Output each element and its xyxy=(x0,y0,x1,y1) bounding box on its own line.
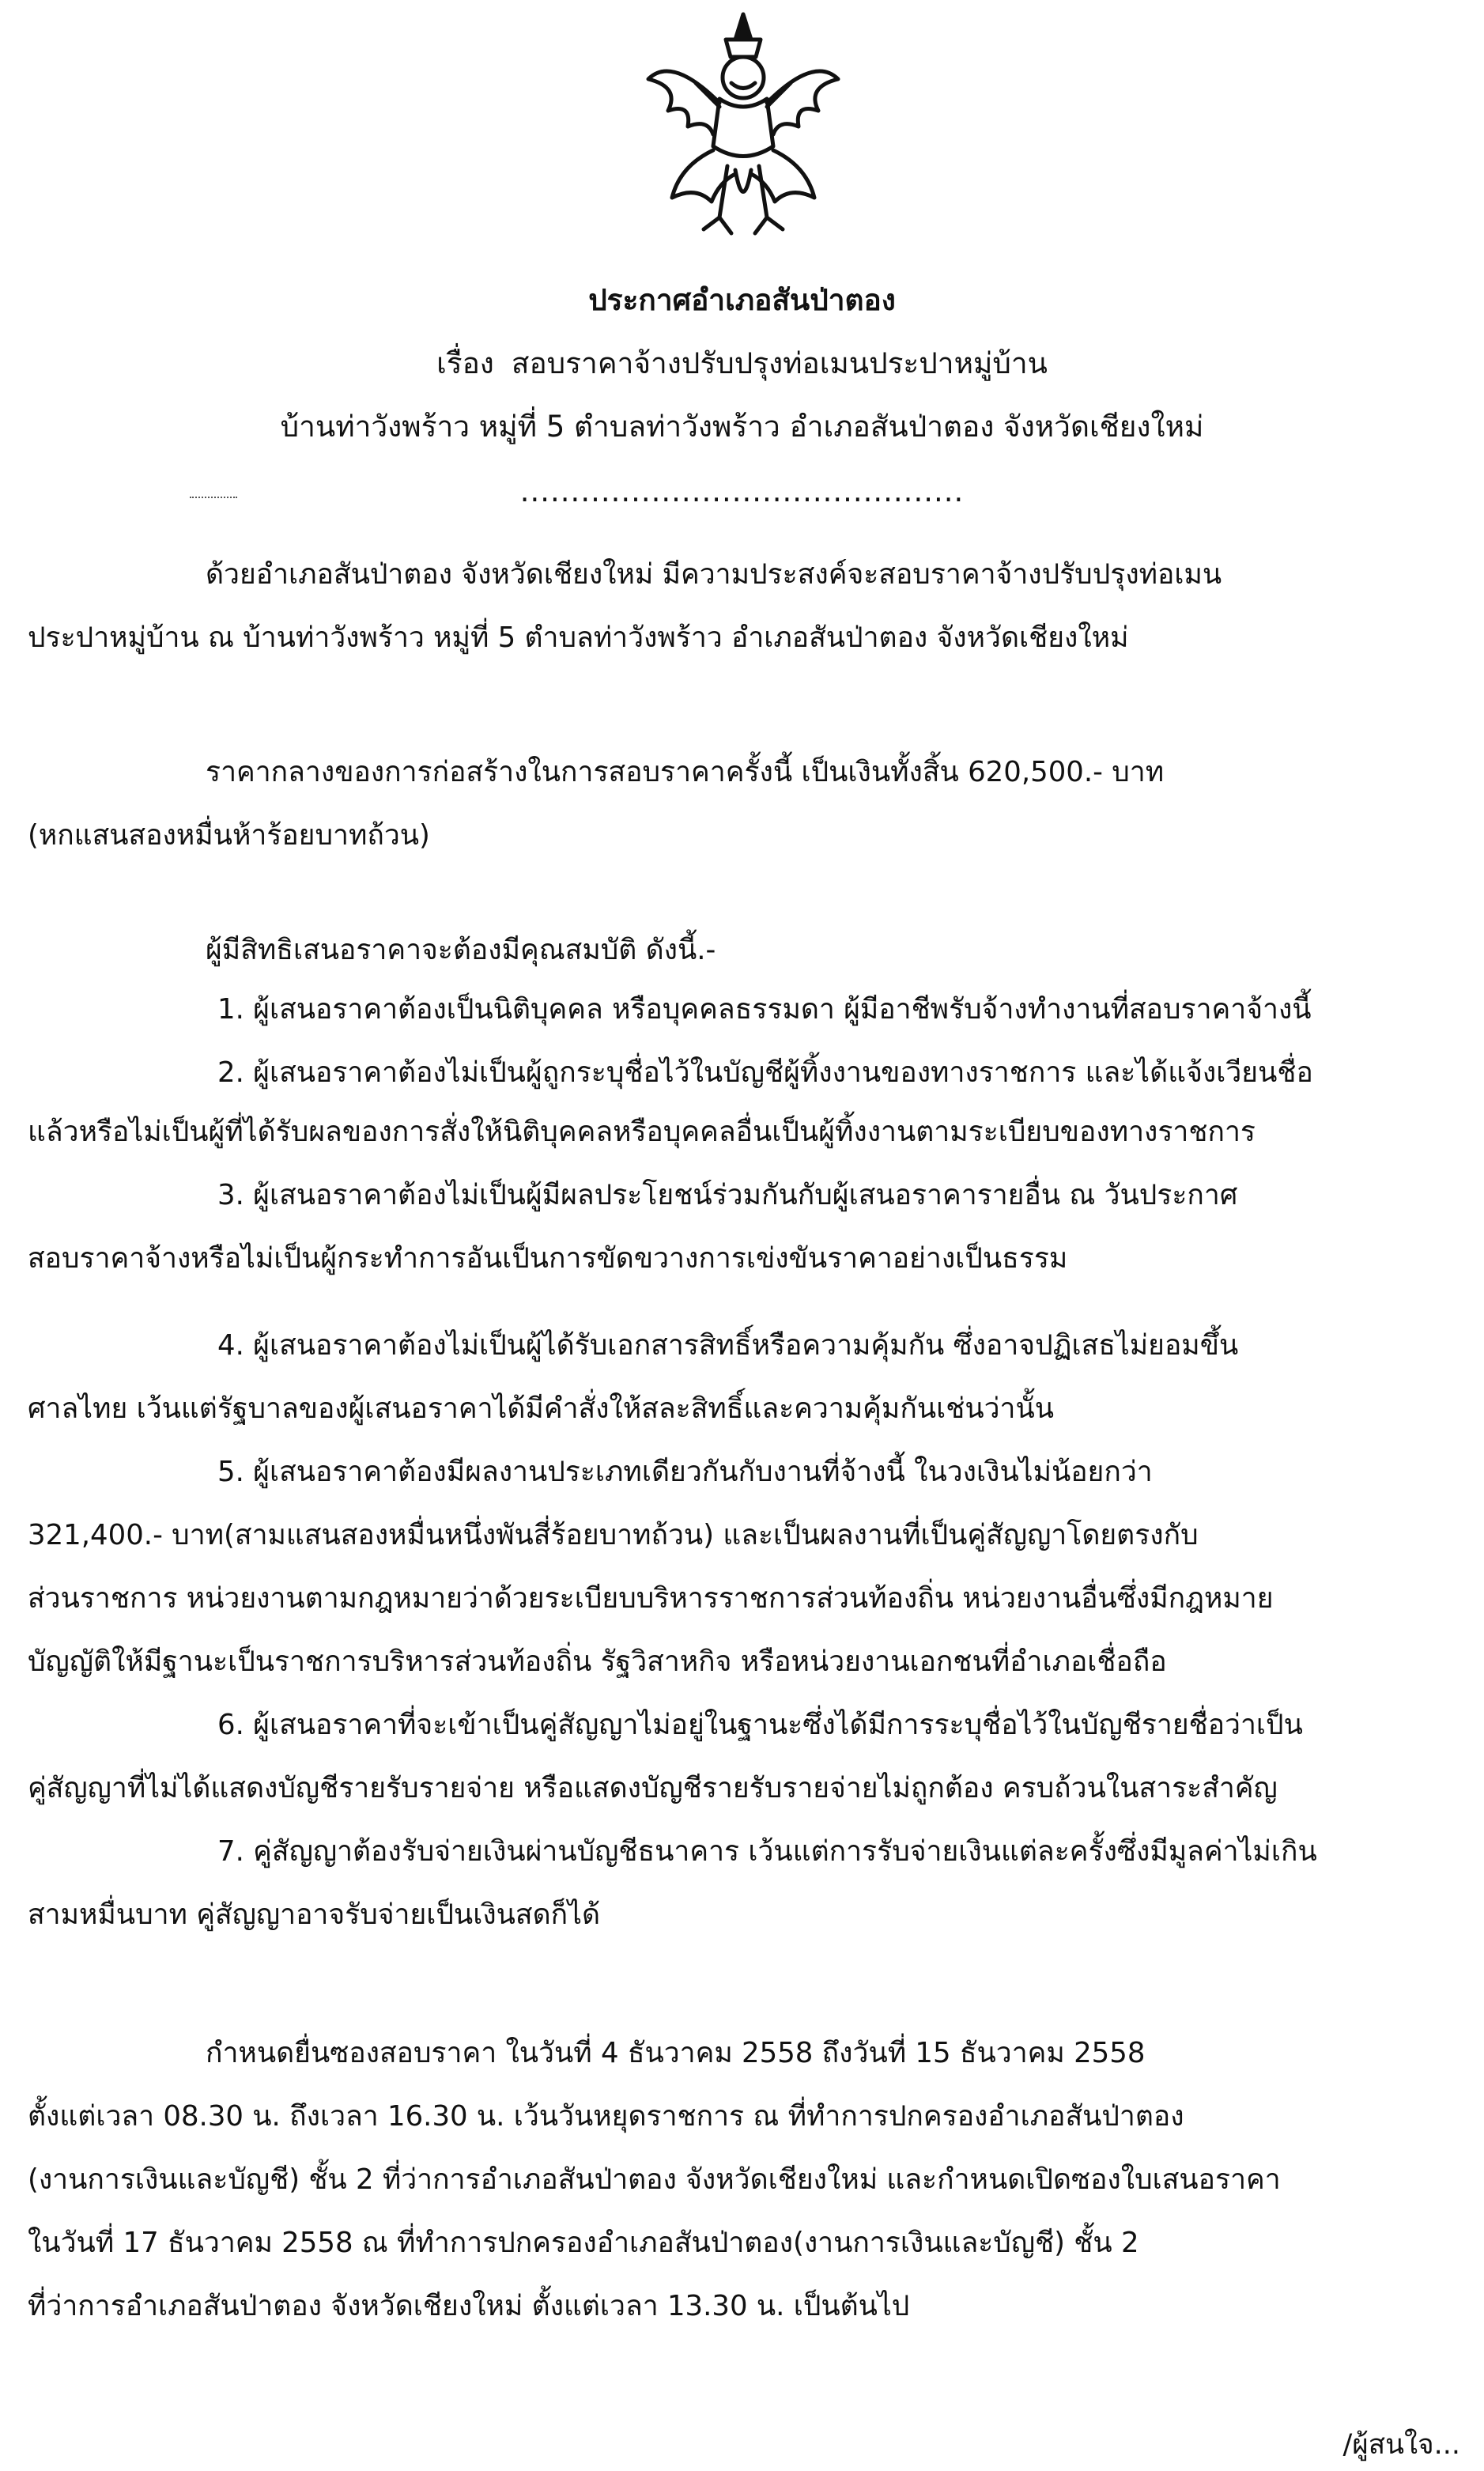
qualification-item-cont: คู่สัญญาที่ไม่ได้แสดงบัญชีรายรับรายจ่าย หรือแสดงบัญชีรายรับรายจ่ายไม่ถูกต้อง ครบถ้วนในสาระสำคัญ xyxy=(28,1772,1278,1804)
qualification-item: 7. คู่สัญญาต้องรับจ่ายเงินผ่านบัญชีธนาคาร เว้นแต่การรับจ่ายเงินแต่ละครั้งซึ่งมีมูลค่าไม่เกิน xyxy=(217,1835,1317,1868)
qualification-item: 3. ผู้เสนอราคาต้องไม่เป็นผู้มีผลประโยชน์ร่วมกันกับผู้เสนอราคารายอื่น ณ วันประกาศ xyxy=(217,1179,1238,1211)
price-line: ราคากลางของการก่อสร้างในการสอบราคาครั้งนี้ เป็นเงินทั้งสิ้น 620,500.- บาท xyxy=(206,756,1165,788)
title-divider: ............................................ xyxy=(519,474,965,508)
subject-label: เรื่อง xyxy=(436,346,494,380)
schedule-line: ที่ว่าการอำเภอสันป่าตอง จังหวัดเชียงใหม่ ตั้งแต่เวลา 13.30 น. เป็นต้นไป xyxy=(28,2290,910,2322)
qualification-item-cont: แล้วหรือไม่เป็นผู้ที่ได้รับผลของการสั่งให้นิติบุคคลหรือบุคคลอื่นเป็นผู้ทิ้งงานตามระเบียบของทางราชการ xyxy=(28,1116,1256,1148)
schedule-line: ตั้งแต่เวลา 08.30 น. ถึงเวลา 16.30 น. เว้นวันหยุดราชการ ณ ที่ทำการปกครองอำเภอสันป่าตอง xyxy=(28,2100,1184,2133)
qualification-item-cont: 321,400.- บาท(สามแสนสองหมื่นหนึ่งพันสี่ร้อยบาทถ้วน) และเป็นผลงานที่เป็นคู่สัญญาโดยตรงกับ xyxy=(28,1519,1199,1551)
garuda-emblem-icon xyxy=(625,8,862,245)
scan-mark xyxy=(190,497,237,498)
qualification-item: 1. ผู้เสนอราคาต้องเป็นนิติบุคคล หรือบุคคลธรรมดา ผู้มีอาชีพรับจ้างทำงานที่สอบราคาจ้างนี้ xyxy=(217,993,1312,1026)
qualifications-heading: ผู้มีสิทธิเสนอราคาจะต้องมีคุณสมบัติ ดังนี้.- xyxy=(206,934,716,966)
qualification-item: 6. ผู้เสนอราคาที่จะเข้าเป็นคู่สัญญาไม่อยู่ในฐานะซึ่งได้มีการระบุชื่อไว้ในบัญชีรายชื่อว่าเป็น xyxy=(217,1709,1303,1741)
qualification-item-cont: สามหมื่นบาท คู่สัญญาอาจรับจ่ายเป็นเงินสดก็ได้ xyxy=(28,1899,601,1931)
continuation-marker: /ผู้สนใจ... xyxy=(1342,2429,1460,2461)
qualification-item-cont: บัญญัติให้มีฐานะเป็นราชการบริหารส่วนท้องถิ่น รัฐวิสาหกิจ หรือหน่วยงานเอกชนที่อำเภอเชื่อถือ xyxy=(28,1645,1167,1678)
qualification-item-cont: ศาลไทย เว้นแต่รัฐบาลของผู้เสนอราคาได้มีคำสั่งให้สละสิทธิ์และความคุ้มกันเช่นว่านั้น xyxy=(28,1392,1054,1425)
qualification-item-cont: สอบราคาจ้างหรือไม่เป็นผู้กระทำการอันเป็นการขัดขวางการเข่งขันราคาอย่างเป็นธรรม xyxy=(28,1242,1068,1275)
location-line: บ้านท่าวังพร้าว หมู่ที่ 5 ตำบลท่าวังพร้าว อำเภอสันป่าตอง จังหวัดเชียงใหม่ xyxy=(280,410,1204,444)
intro-line: ประปาหมู่บ้าน ณ บ้านท่าวังพร้าว หมู่ที่ 5 ตำบลท่าวังพร้าว อำเภอสันป่าตอง จังหวัดเชียงใหม่ xyxy=(28,622,1129,654)
qualification-item-cont: ส่วนราชการ หน่วยงานตามกฎหมายว่าด้วยระเบียบบริหารราชการส่วนท้องถิ่น หน่วยงานอื่นซึ่งมีกฎหมาย xyxy=(28,1582,1274,1615)
schedule-line: กำหนดยื่นซองสอบราคา ในวันที่ 4 ธันวาคม 2558 ถึงวันที่ 15 ธันวาคม 2558 xyxy=(206,2037,1146,2069)
price-line: (หกแสนสองหมื่นห้าร้อยบาทถ้วน) xyxy=(28,819,430,852)
subject-line xyxy=(0,340,1484,387)
qualification-item: 4. ผู้เสนอราคาต้องไม่เป็นผู้ได้รับเอกสารสิทธิ์หรือความคุ้มกัน ซึ่งอาจปฏิเสธไม่ยอมขึ้น xyxy=(217,1329,1239,1362)
schedule-line: ในวันที่ 17 ธันวาคม 2558 ณ ที่ทำการปกครองอำเภอสันป่าตอง(งานการเงินและบัญชี) ชั้น 2 xyxy=(28,2227,1139,2259)
qualification-item: 5. ผู้เสนอราคาต้องมีผลงานประเภทเดียวกันกับงานที่จ้างนี้ ในวงเงินไม่น้อยกว่า xyxy=(217,1456,1153,1488)
qualification-item: 2. ผู้เสนอราคาต้องไม่เป็นผู้ถูกระบุชื่อไว้ในบัญชีผู้ทิ้งงานของทางราชการ และได้แจ้งเวียนชื่อ xyxy=(217,1056,1313,1089)
announcement-title: ประกาศอำเภอสันป่าตอง xyxy=(588,283,896,317)
subject-text: สอบราคาจ้างปรับปรุงท่อเมนประปาหมู่บ้าน xyxy=(511,346,1048,380)
schedule-line: (งานการเงินและบัญชี) ชั้น 2 ที่ว่าการอำเภอสันป่าตอง จังหวัดเชียงใหม่ และกำหนดเปิดซองใบเสนอราคา xyxy=(28,2163,1281,2196)
intro-line: ด้วยอำเภอสันป่าตอง จังหวัดเชียงใหม่ มีความประสงค์จะสอบราคาจ้างปรับปรุงท่อเมน xyxy=(206,558,1222,591)
